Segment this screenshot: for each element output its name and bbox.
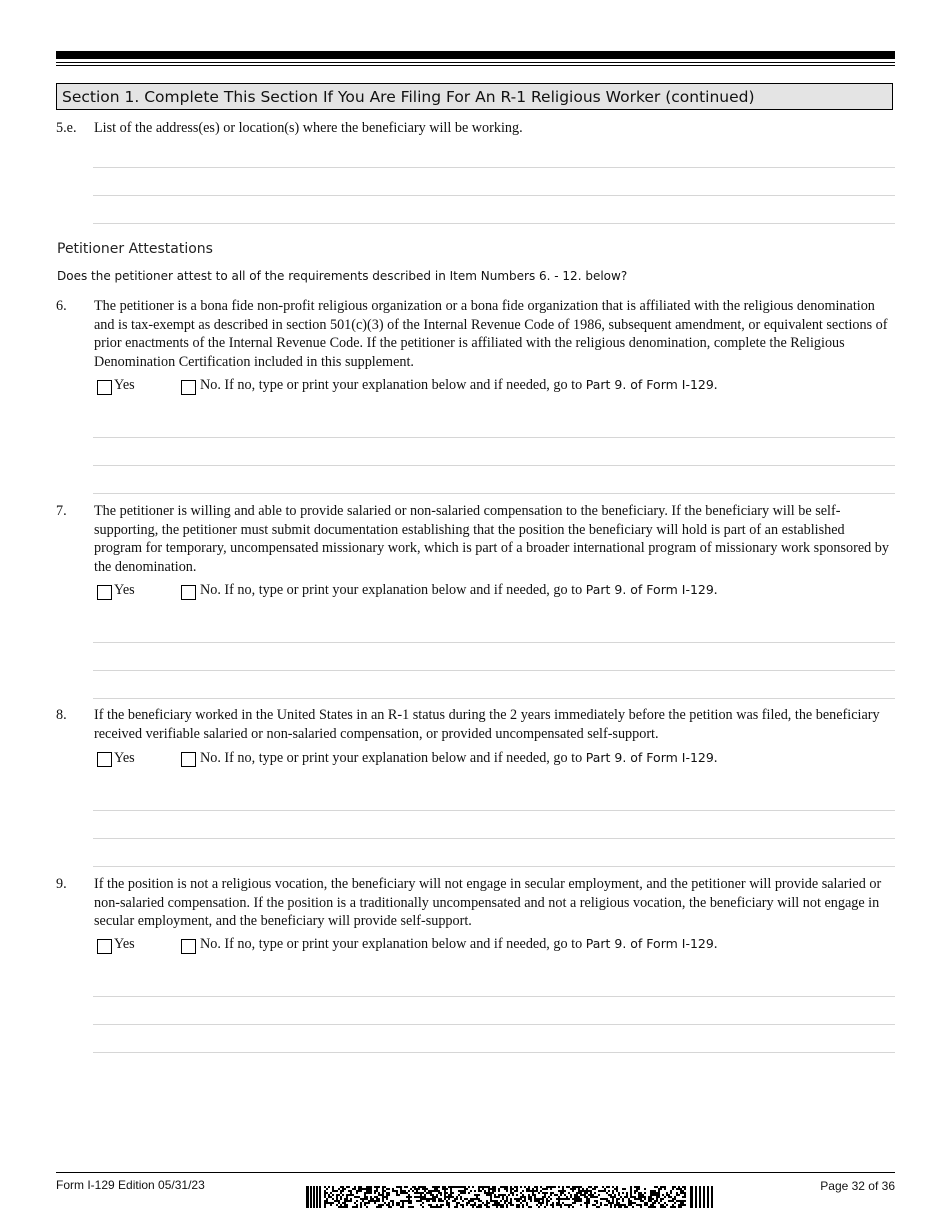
item-6-yes-label: Yes — [114, 377, 135, 393]
item-9-answer-line-2[interactable] — [93, 1024, 895, 1025]
item-8-part-ref: Part 9. of Form I-129 — [585, 750, 714, 765]
item-9-yes-label: Yes — [114, 936, 135, 952]
top-thin-rule-2 — [56, 65, 895, 66]
item-7-yes-checkbox[interactable] — [97, 585, 112, 600]
item-8-period: . — [713, 750, 718, 766]
item-8-yes-label: Yes — [114, 750, 135, 766]
item-7-answer-line-1[interactable] — [93, 642, 895, 643]
item-6-part-ref: Part 9. of Form I-129 — [585, 377, 714, 392]
item-8-answer-line-1[interactable] — [93, 810, 895, 811]
item-6-yes-checkbox[interactable] — [97, 380, 112, 395]
item-9-period: . — [713, 936, 718, 952]
section-header: Section 1. Complete This Section If You Are Filing For An R-1 Religious Worker (continued) — [56, 83, 893, 110]
item-6-no-checkbox[interactable] — [181, 380, 196, 395]
item-9-no-label — [200, 935, 717, 953]
footer-rule — [56, 1172, 895, 1173]
item-9-part-ref: Part 9. of Form I-129 — [585, 936, 714, 951]
item-6-text: The petitioner is a bona fide non-profit religious organization or a bona fide organization that is affiliated with the religious denomination and is tax-exempt as described in section 501(c)(3) of the Internal Revenue Code of 1986, subsequent amendment, or equivalent sections of prior enactments of the Internal Revenue Code. If the petitioner is affiliated with the religious denomination, complete the Religious Denomination Certification included in this supplement. — [94, 298, 888, 370]
item-7-yes-label: Yes — [114, 582, 135, 598]
item-8-answer-line-2[interactable] — [93, 838, 895, 839]
footer-page-number: Page 32 of 36 — [820, 1179, 895, 1193]
item-6-answer-line-3[interactable] — [93, 493, 895, 494]
item-7-part-ref: Part 9. of Form I-129 — [585, 582, 714, 597]
item-5e-answer-line-2[interactable] — [93, 195, 895, 196]
item-5e-answer-line-3[interactable] — [93, 223, 895, 224]
item-7-period: . — [713, 582, 718, 598]
item-7-number: 7. — [56, 503, 67, 519]
item-6-answer-line-2[interactable] — [93, 465, 895, 466]
item-8-text: If the beneficiary worked in the United States in an R-1 status during the 2 years immediately before the petition was filed, the beneficiary received verifiable salaried or non-salaried compensation, or provided uncompensated self-support. — [94, 707, 880, 742]
item-9-answer-line-3[interactable] — [93, 1052, 895, 1053]
item-8-no-text: No. If no, type or print your explanation below and if needed, go to — [200, 750, 586, 766]
item-9-text: If the position is not a religious vocation, the beneficiary will not engage in secular employment, and the petitioner will provide salaried or non-salaried compensation. If the position is a traditionally uncompensated and not a religious vocation, the beneficiary will not engage in secular employment, and the beneficiary will provide self-support. — [94, 876, 882, 930]
item-7-no-label — [200, 581, 717, 599]
item-9-no-text: No. If no, type or print your explanation below and if needed, go to — [200, 936, 586, 952]
item-6-no-text: No. If no, type or print your explanation below and if needed, go to — [200, 377, 586, 393]
item-8-yes-checkbox[interactable] — [97, 752, 112, 767]
item-8-no-label — [200, 749, 717, 767]
item-7-text: The petitioner is willing and able to provide salaried or non-salaried compensation to the beneficiary. If the beneficiary will be self-supporting, the petitioner must submit documentation establishing that the position the beneficiary will hold is part of an established program for temporary, uncompensated missionary work, which is part of a broader international program of missionary work sponsored by the denomination. — [94, 503, 889, 575]
item-6-answer-line-1[interactable] — [93, 437, 895, 438]
item-5e-text: List of the address(es) or location(s) where the beneficiary will be working. — [94, 120, 523, 136]
item-8-number: 8. — [56, 707, 67, 723]
item-5e-number: 5.e. — [56, 120, 77, 136]
item-7-no-checkbox[interactable] — [181, 585, 196, 600]
item-7-answer-line-2[interactable] — [93, 670, 895, 671]
item-9-number: 9. — [56, 876, 67, 892]
footer-form-id: Form I-129 Edition 05/31/23 — [56, 1178, 205, 1192]
item-9-no-checkbox[interactable] — [181, 939, 196, 954]
item-8-no-checkbox[interactable] — [181, 752, 196, 767]
item-6-period: . — [713, 377, 718, 393]
top-thin-rule — [56, 62, 895, 63]
item-5e-answer-line-1[interactable] — [93, 167, 895, 168]
attestations-heading: Petitioner Attestations — [57, 241, 213, 257]
item-7-answer-line-3[interactable] — [93, 698, 895, 699]
item-9-yes-checkbox[interactable] — [97, 939, 112, 954]
item-8-answer-line-3[interactable] — [93, 866, 895, 867]
item-7-no-text: No. If no, type or print your explanation below and if needed, go to — [200, 582, 586, 598]
item-9-answer-line-1[interactable] — [93, 996, 895, 997]
barcode-image — [306, 1186, 714, 1208]
attestations-question: Does the petitioner attest to all of the requirements described in Item Numbers 6. - 12. below? — [57, 269, 628, 283]
item-6-number: 6. — [56, 298, 67, 314]
top-thick-rule — [56, 51, 895, 59]
item-6-no-label — [200, 376, 717, 394]
